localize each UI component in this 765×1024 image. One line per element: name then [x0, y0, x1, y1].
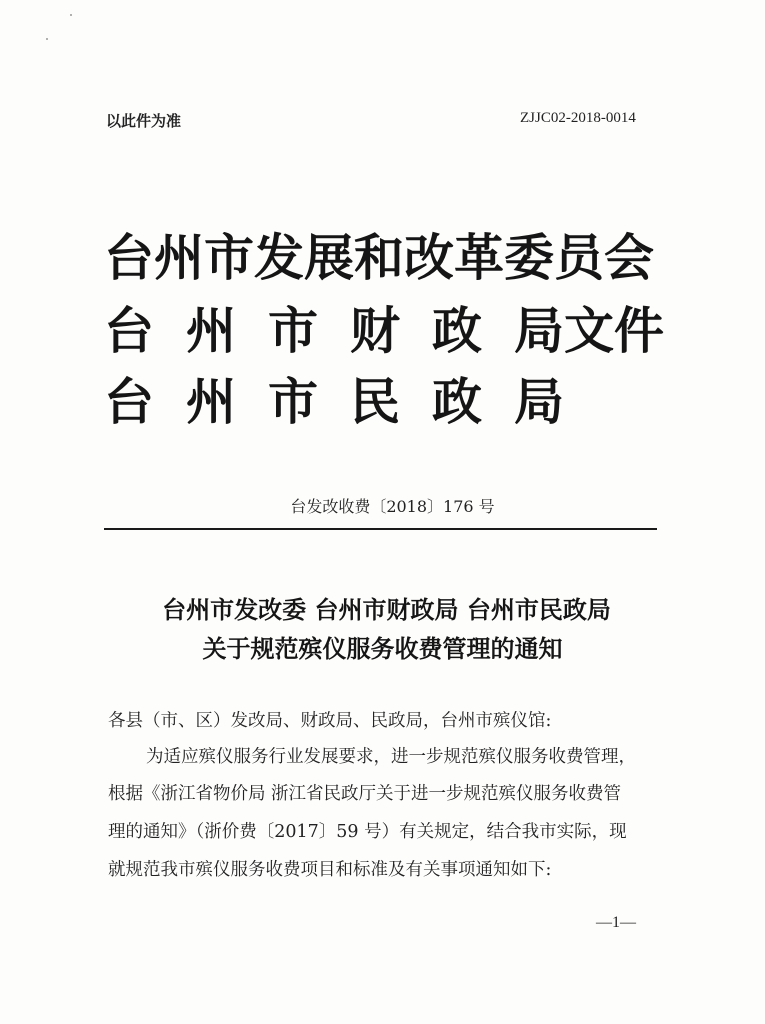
issuer-line-2-char: 财: [350, 301, 400, 360]
issuer-line-3-char: 台: [104, 372, 154, 431]
addressee-line: 各县（市、区）发改局、财政局、民政局，台州市殡仪馆:: [108, 711, 552, 731]
issuer-line-3-char: 市: [268, 372, 318, 431]
body-paragraph-line: 为适应殡仪服务行业发展要求，进一步规范殡仪服务收费管理，: [146, 747, 636, 767]
issuer-line-3-char: 民: [350, 372, 400, 431]
notice-title-line-1: 台州市发改委 台州市财政局 台州市民政局: [162, 595, 611, 624]
issuer-line-2-char: 政: [432, 301, 482, 360]
scan-speck: [70, 14, 72, 16]
issuer-line-2-char: 台: [104, 301, 154, 360]
body-paragraph-line: 理的通知》（浙价费〔2017〕59 号）有关规定，结合我市实际，现: [108, 822, 627, 842]
issuer-line-2-char: 市: [268, 301, 318, 360]
issuer-line-3: [104, 372, 564, 432]
issuer-line-2-char: 州: [186, 301, 236, 360]
issuer-line-1: 台州市发展和改革委员会: [104, 228, 654, 287]
issuer-line-3-char: 政: [432, 372, 482, 431]
scan-speck: [46, 38, 48, 40]
issuer-line-2-char: 局文件: [514, 301, 664, 360]
body-paragraph-line: 根据《浙江省物价局 浙江省民政厅关于进一步规范殡仪服务收费管: [108, 784, 622, 804]
document-number: 台发改收费〔2018〕176 号: [290, 497, 495, 516]
header-divider: [104, 528, 657, 530]
notice-title-line-2: 关于规范殡仪服务收费管理的通知: [202, 634, 563, 663]
page-number: —1—: [596, 914, 636, 931]
document-code: ZJJC02-2018-0014: [520, 110, 636, 126]
body-paragraph-line: 就规范我市殡仪服务收费项目和标准及有关事项通知如下:: [108, 860, 552, 880]
issuer-line-2: [104, 301, 664, 361]
issuer-line-3-char: 局: [514, 372, 564, 431]
issuer-line-3-char: 州: [186, 372, 236, 431]
validity-note: 以此件为准: [106, 112, 182, 130]
